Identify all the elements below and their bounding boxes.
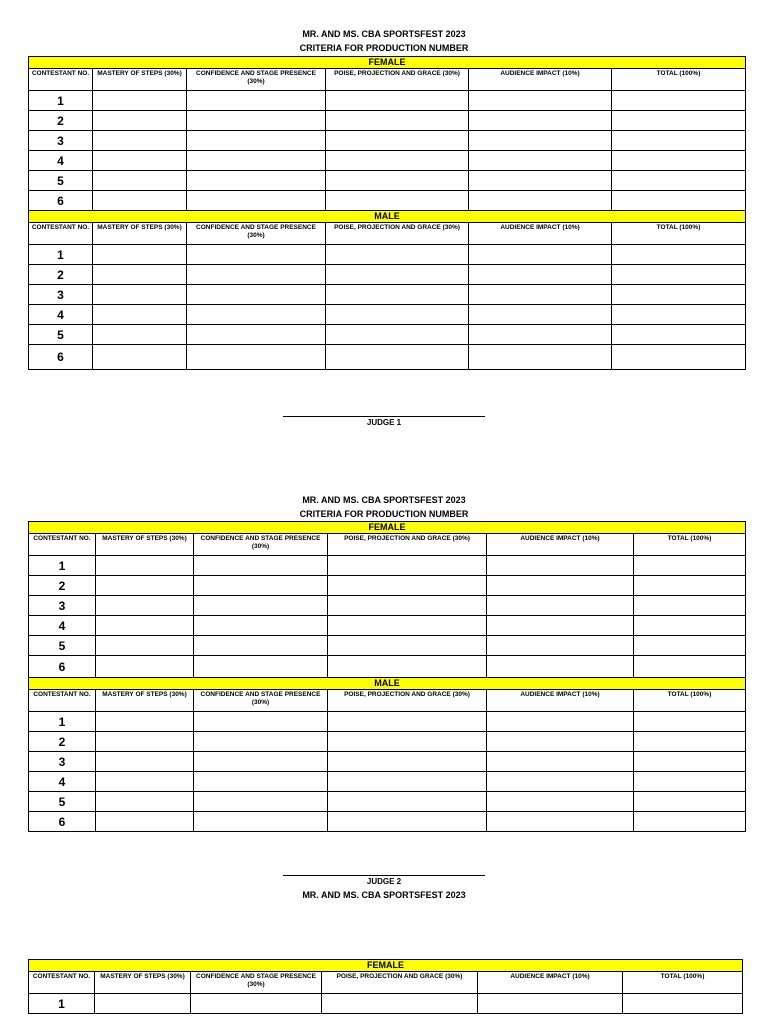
score-cell[interactable]	[194, 616, 328, 636]
score-cell[interactable]	[612, 171, 746, 191]
score-cell[interactable]	[194, 752, 328, 772]
table-row	[29, 285, 746, 305]
col-total: TOTAL (100%)	[623, 972, 743, 994]
female-band: FEMALE	[29, 960, 743, 972]
col-contestant-no: CONTESTANT NO.	[29, 690, 96, 712]
contestant-number: 6	[29, 656, 96, 678]
contestant-number: 4	[29, 151, 93, 171]
score-cell[interactable]	[93, 191, 187, 211]
score-cell[interactable]	[93, 111, 187, 131]
score-cell[interactable]	[194, 596, 328, 616]
score-cell[interactable]	[187, 151, 326, 171]
score-cell[interactable]	[612, 245, 746, 265]
score-cell[interactable]	[194, 772, 328, 792]
contestant-number: 2	[29, 576, 96, 596]
score-cell[interactable]	[326, 171, 469, 191]
score-cell[interactable]	[634, 812, 746, 832]
col-total: TOTAL (100%)	[634, 690, 746, 712]
score-table	[28, 959, 743, 1014]
score-cell[interactable]	[487, 636, 634, 656]
score-cell[interactable]	[187, 111, 326, 131]
score-cell[interactable]	[612, 91, 746, 111]
contestant-number: 3	[29, 596, 96, 616]
score-cell[interactable]	[469, 305, 612, 325]
col-confidence: CONFIDENCE AND STAGE PRESENCE (30%)	[191, 972, 322, 994]
score-cell[interactable]	[469, 131, 612, 151]
score-cell[interactable]	[328, 656, 487, 678]
score-cell[interactable]	[487, 556, 634, 576]
score-cell[interactable]	[93, 91, 187, 111]
score-cell[interactable]	[612, 131, 746, 151]
score-cell[interactable]	[612, 345, 746, 370]
score-cell[interactable]	[187, 345, 326, 370]
score-cell[interactable]	[634, 712, 746, 732]
score-cell[interactable]	[328, 792, 487, 812]
score-cell[interactable]	[326, 305, 469, 325]
contestant-number: 5	[29, 792, 96, 812]
score-cell[interactable]	[194, 656, 328, 678]
score-cell[interactable]	[194, 636, 328, 656]
contestant-number: 6	[29, 191, 93, 211]
score-cell[interactable]	[326, 285, 469, 305]
score-cell[interactable]	[326, 151, 469, 171]
col-poise: POISE, PROJECTION AND GRACE (30%)	[326, 69, 469, 91]
score-cell[interactable]	[328, 596, 487, 616]
score-cell[interactable]	[634, 636, 746, 656]
contestant-number: 2	[29, 732, 96, 752]
score-cell[interactable]	[612, 151, 746, 171]
col-mastery: MASTERY OF STEPS (30%)	[93, 223, 187, 245]
score-cell[interactable]	[187, 265, 326, 285]
score-cell[interactable]	[634, 556, 746, 576]
event-title: MR. AND MS. CBA SPORTSFEST 2023	[302, 890, 466, 900]
score-cell[interactable]	[634, 752, 746, 772]
score-cell[interactable]	[612, 305, 746, 325]
score-cell[interactable]	[487, 712, 634, 732]
table-row	[29, 752, 746, 772]
score-cell[interactable]	[634, 576, 746, 596]
score-cell[interactable]	[93, 325, 187, 345]
col-audience: AUDIENCE IMPACT (10%)	[469, 69, 612, 91]
table-row	[29, 305, 746, 325]
score-cell[interactable]	[478, 994, 623, 1014]
score-cell[interactable]	[487, 792, 634, 812]
contestant-number: 1	[29, 994, 95, 1014]
score-cell[interactable]	[326, 345, 469, 370]
score-cell[interactable]	[612, 111, 746, 131]
score-cell[interactable]	[96, 556, 194, 576]
score-cell[interactable]	[187, 91, 326, 111]
score-cell[interactable]	[187, 245, 326, 265]
contestant-number: 5	[29, 325, 93, 345]
table-row	[29, 265, 746, 285]
score-cell[interactable]	[328, 616, 487, 636]
table-row	[29, 91, 746, 111]
score-cell[interactable]	[328, 556, 487, 576]
table-row	[29, 712, 746, 732]
col-poise: POISE, PROJECTION AND GRACE (30%)	[326, 223, 469, 245]
score-cell[interactable]	[93, 345, 187, 370]
col-mastery: MASTERY OF STEPS (30%)	[96, 534, 194, 556]
score-cell[interactable]	[469, 325, 612, 345]
score-cell[interactable]	[96, 616, 194, 636]
score-cell[interactable]	[194, 732, 328, 752]
score-cell[interactable]	[487, 732, 634, 752]
score-cell[interactable]	[96, 636, 194, 656]
score-cell[interactable]	[487, 656, 634, 678]
col-mastery: MASTERY OF STEPS (30%)	[96, 690, 194, 712]
table-row	[29, 656, 746, 678]
col-mastery: MASTERY OF STEPS (30%)	[95, 972, 191, 994]
criteria-title: CRITERIA FOR PRODUCTION NUMBER	[299, 43, 469, 53]
score-cell[interactable]	[487, 616, 634, 636]
score-cell[interactable]	[612, 325, 746, 345]
score-cell[interactable]	[96, 812, 194, 832]
signature-line	[283, 416, 485, 417]
col-mastery: MASTERY OF STEPS (30%)	[93, 69, 187, 91]
contestant-number: 2	[29, 265, 93, 285]
table-row	[29, 636, 746, 656]
score-cell[interactable]	[93, 171, 187, 191]
score-cell[interactable]	[634, 616, 746, 636]
score-cell[interactable]	[326, 325, 469, 345]
score-cell[interactable]	[328, 636, 487, 656]
score-cell[interactable]	[634, 792, 746, 812]
table-row	[29, 576, 746, 596]
table-row	[29, 812, 746, 832]
female-band: FEMALE	[29, 522, 746, 534]
score-cell[interactable]	[487, 812, 634, 832]
table-row	[29, 556, 746, 576]
contestant-number: 5	[29, 171, 93, 191]
score-cell[interactable]	[326, 245, 469, 265]
score-cell[interactable]	[328, 732, 487, 752]
contestant-number: 1	[29, 245, 93, 265]
table-row	[29, 994, 743, 1014]
score-cell[interactable]	[96, 712, 194, 732]
score-cell[interactable]	[326, 265, 469, 285]
col-contestant-no: CONTESTANT NO.	[29, 972, 95, 994]
contestant-number: 3	[29, 285, 93, 305]
score-cell[interactable]	[187, 131, 326, 151]
score-cell[interactable]	[612, 191, 746, 211]
score-cell[interactable]	[469, 111, 612, 131]
contestant-number: 6	[29, 812, 96, 832]
score-cell[interactable]	[194, 812, 328, 832]
score-cell[interactable]	[187, 191, 326, 211]
score-cell[interactable]	[96, 752, 194, 772]
col-audience: AUDIENCE IMPACT (10%)	[478, 972, 623, 994]
contestant-number: 1	[29, 556, 96, 576]
score-cell[interactable]	[96, 772, 194, 792]
col-poise: POISE, PROJECTION AND GRACE (30%)	[322, 972, 478, 994]
score-cell[interactable]	[194, 576, 328, 596]
score-cell[interactable]	[634, 732, 746, 752]
score-cell[interactable]	[93, 245, 187, 265]
table-row	[29, 151, 746, 171]
score-cell[interactable]	[469, 345, 612, 370]
score-cell[interactable]	[469, 171, 612, 191]
score-cell[interactable]	[469, 265, 612, 285]
score-cell[interactable]	[634, 772, 746, 792]
col-confidence: CONFIDENCE AND STAGE PRESENCE (30%)	[187, 69, 326, 91]
score-cell[interactable]	[326, 191, 469, 211]
contestant-number: 4	[29, 305, 93, 325]
col-total: TOTAL (100%)	[612, 69, 746, 91]
score-cell[interactable]	[187, 285, 326, 305]
score-cell[interactable]	[487, 576, 634, 596]
score-cell[interactable]	[328, 752, 487, 772]
table-row	[29, 616, 746, 636]
table-row	[29, 772, 746, 792]
score-cell[interactable]	[194, 712, 328, 732]
table-row	[29, 191, 746, 211]
score-cell[interactable]	[623, 994, 743, 1014]
col-contestant-no: CONTESTANT NO.	[29, 534, 96, 556]
score-cell[interactable]	[469, 151, 612, 171]
score-cell[interactable]	[328, 576, 487, 596]
table-row	[29, 345, 746, 370]
score-cell[interactable]	[612, 285, 746, 305]
col-contestant-no: CONTESTANT NO.	[29, 223, 93, 245]
score-cell[interactable]	[326, 91, 469, 111]
score-table	[28, 521, 746, 832]
score-cell[interactable]	[326, 131, 469, 151]
table-row	[29, 111, 746, 131]
col-contestant-no: CONTESTANT NO.	[29, 69, 93, 91]
score-cell[interactable]	[487, 772, 634, 792]
score-cell[interactable]	[469, 91, 612, 111]
score-cell[interactable]	[469, 285, 612, 305]
score-cell[interactable]	[328, 812, 487, 832]
col-total: TOTAL (100%)	[634, 534, 746, 556]
col-audience: AUDIENCE IMPACT (10%)	[469, 223, 612, 245]
score-cell[interactable]	[612, 265, 746, 285]
table-row	[29, 792, 746, 812]
contestant-number: 2	[29, 111, 93, 131]
contestant-number: 4	[29, 616, 96, 636]
score-cell[interactable]	[96, 576, 194, 596]
score-cell[interactable]	[328, 772, 487, 792]
judge-label: JUDGE 2	[366, 877, 402, 886]
score-cell[interactable]	[96, 732, 194, 752]
score-cell[interactable]	[328, 712, 487, 732]
event-title: MR. AND MS. CBA SPORTSFEST 2023	[302, 495, 466, 505]
criteria-title: CRITERIA FOR PRODUCTION NUMBER	[299, 509, 469, 519]
score-cell[interactable]	[93, 131, 187, 151]
score-cell[interactable]	[93, 285, 187, 305]
score-cell[interactable]	[93, 151, 187, 171]
contestant-number: 1	[29, 91, 93, 111]
col-total: TOTAL (100%)	[612, 223, 746, 245]
contestant-number: 1	[29, 712, 96, 732]
contestant-number: 4	[29, 772, 96, 792]
contestant-number: 3	[29, 131, 93, 151]
col-audience: AUDIENCE IMPACT (10%)	[487, 534, 634, 556]
judge-label: JUDGE 1	[366, 418, 402, 427]
table-row	[29, 325, 746, 345]
table-row	[29, 245, 746, 265]
event-title: MR. AND MS. CBA SPORTSFEST 2023	[302, 29, 466, 39]
score-cell[interactable]	[487, 596, 634, 616]
score-cell[interactable]	[469, 245, 612, 265]
contestant-number: 5	[29, 636, 96, 656]
score-cell[interactable]	[487, 752, 634, 772]
score-cell[interactable]	[469, 191, 612, 211]
score-cell[interactable]	[194, 792, 328, 812]
table-row	[29, 596, 746, 616]
score-cell[interactable]	[93, 305, 187, 325]
table-row	[29, 171, 746, 191]
col-confidence: CONFIDENCE AND STAGE PRESENCE (30%)	[194, 534, 328, 556]
score-cell[interactable]	[187, 171, 326, 191]
col-confidence: CONFIDENCE AND STAGE PRESENCE (30%)	[194, 690, 328, 712]
signature-line	[283, 875, 485, 876]
score-cell[interactable]	[326, 111, 469, 131]
score-table	[28, 56, 746, 370]
contestant-number: 6	[29, 345, 93, 370]
score-cell[interactable]	[322, 994, 478, 1014]
col-confidence: CONFIDENCE AND STAGE PRESENCE (30%)	[187, 223, 326, 245]
score-cell[interactable]	[187, 305, 326, 325]
score-cell[interactable]	[95, 994, 191, 1014]
table-row	[29, 131, 746, 151]
col-poise: POISE, PROJECTION AND GRACE (30%)	[328, 534, 487, 556]
score-cell[interactable]	[634, 656, 746, 678]
score-cell[interactable]	[96, 792, 194, 812]
score-cell[interactable]	[96, 596, 194, 616]
score-cell[interactable]	[187, 325, 326, 345]
col-audience: AUDIENCE IMPACT (10%)	[487, 690, 634, 712]
score-cell[interactable]	[96, 656, 194, 678]
score-cell[interactable]	[194, 556, 328, 576]
score-cell[interactable]	[191, 994, 322, 1014]
score-cell[interactable]	[93, 265, 187, 285]
male-band: MALE	[29, 678, 746, 690]
contestant-number: 3	[29, 752, 96, 772]
female-band: FEMALE	[29, 57, 746, 69]
male-band: MALE	[29, 211, 746, 223]
table-row	[29, 732, 746, 752]
score-cell[interactable]	[634, 596, 746, 616]
col-poise: POISE, PROJECTION AND GRACE (30%)	[328, 690, 487, 712]
